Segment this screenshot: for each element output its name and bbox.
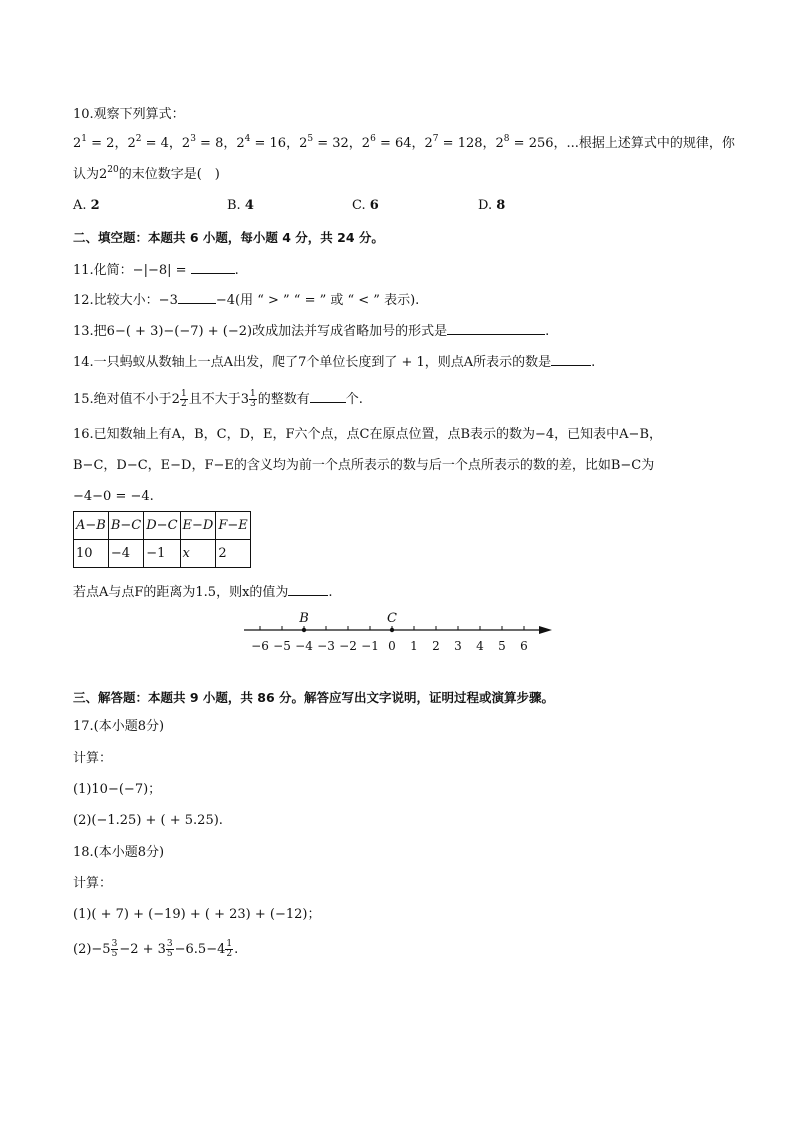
point-dot <box>302 628 306 632</box>
q10-q-a: 认为2 <box>73 167 108 182</box>
q10-q-exp: 20 <box>107 165 119 175</box>
power-term <box>182 136 236 151</box>
power-base: 2 <box>361 136 371 151</box>
q16-line-3: −4−0 = −4. <box>73 489 154 504</box>
q16-line-2: B−C，D−C，E−D，F−E的含义均为前一个点所表示的数与后一个点所表示的数的差，比如B−C为 <box>73 458 655 473</box>
power-exponent: 1 <box>81 134 88 144</box>
table-header: D−C <box>144 512 180 540</box>
q16-end: . <box>328 585 333 600</box>
q17-part-1: (1)10−(−7)； <box>73 782 162 797</box>
denominator: 5 <box>166 949 173 959</box>
power-exponent: 2 <box>135 134 142 144</box>
power-base: 2 <box>495 136 504 151</box>
q17-title: 17.(本小题8分) <box>73 719 165 734</box>
q14 <box>73 353 595 372</box>
q12-a: 12.比较大小：−3 <box>73 293 178 308</box>
q13-text: 13.把6−( + 3)−(−7) + (−2)改成加法并写成省略加号的形式是 <box>73 324 448 339</box>
q16-blank <box>288 583 328 596</box>
q10-powers <box>73 135 735 153</box>
q15-c: 的整数有 <box>257 392 310 407</box>
q16-question-text: 若点A与点F的距离为1.5，则x的值为 <box>73 585 289 600</box>
q10-question <box>73 166 220 184</box>
option-label: D. <box>478 198 497 213</box>
tick-label: 5 <box>498 639 506 653</box>
denominator: 5 <box>111 949 118 959</box>
power-term <box>299 136 362 151</box>
q15-b: 且不大于3 <box>188 392 249 407</box>
section-2-heading: 二、填空题：本题共 6 小题，每小题 4 分，共 24 分。 <box>73 230 384 245</box>
q11-text: 11.化简：−|−8| = <box>73 263 187 278</box>
q18-p2-d: . <box>234 942 239 957</box>
denominator: 2 <box>180 399 187 409</box>
power-term <box>127 136 181 151</box>
tick-label: −3 <box>317 639 335 653</box>
q18-part-2 <box>73 940 238 959</box>
table-cell: 2 <box>216 540 250 568</box>
q15-blank <box>310 390 346 403</box>
q10-tail: ...根据上述算式中的规律，你 <box>566 136 735 151</box>
q18-instruction: 计算： <box>73 876 113 891</box>
tick-label: 3 <box>454 639 462 653</box>
q12-b: −4(用 “ > ” “ = ” 或 “ < ” 表示). <box>215 293 420 308</box>
table-value-row <box>74 540 251 568</box>
point-dot <box>390 628 394 632</box>
option-label: C. <box>352 198 370 213</box>
table-cell: −4 <box>108 540 143 568</box>
numerator: 3 <box>111 939 118 949</box>
q13 <box>73 322 549 341</box>
q10-option-b <box>227 198 254 213</box>
numerator: 1 <box>226 939 233 949</box>
power-exponent: 6 <box>370 134 376 144</box>
q14-text: 14.一只蚂蚁从数轴上一点A出发，爬了7个单位长度到了 + 1，则点A所表示的数是 <box>73 355 552 370</box>
tick-label: −2 <box>339 639 357 653</box>
tick-label: 1 <box>410 639 418 653</box>
q15 <box>73 390 363 409</box>
numerator: 3 <box>166 939 173 949</box>
denominator: 3 <box>249 399 256 409</box>
power-base: 2 <box>299 136 308 151</box>
power-result: = 256， <box>509 136 567 151</box>
q10-option-a <box>73 198 100 213</box>
q14-blank <box>551 353 591 366</box>
fraction <box>180 390 188 409</box>
option-value: 6 <box>369 198 379 213</box>
option-value: 4 <box>244 198 254 213</box>
option-label: B. <box>227 198 245 213</box>
tick-label: 0 <box>388 639 396 653</box>
table-cell: −1 <box>144 540 180 568</box>
table-cell: 10 <box>74 540 109 568</box>
table-header: B−C <box>108 512 143 540</box>
power-exponent: 3 <box>190 134 196 144</box>
power-base: 2 <box>236 136 245 151</box>
option-value: 2 <box>90 198 100 213</box>
fraction <box>249 390 257 409</box>
power-exponent: 7 <box>432 134 439 144</box>
q18-title: 18.(本小题8分) <box>73 845 165 860</box>
tick-label: 4 <box>476 639 484 653</box>
numerator: 1 <box>180 389 187 399</box>
table-header: F−E <box>216 512 250 540</box>
power-base: 2 <box>181 136 191 151</box>
tick-label: 6 <box>520 639 528 653</box>
power-exponent: 8 <box>503 134 510 144</box>
q12-blank <box>178 291 216 304</box>
power-result: = 2， <box>87 136 128 151</box>
table-header-row <box>74 512 251 540</box>
point-label: C <box>387 611 397 626</box>
tick-label: −5 <box>273 639 291 653</box>
axis-arrow-icon <box>539 626 552 634</box>
power-result: = 64， <box>375 136 425 151</box>
q11 <box>73 261 239 280</box>
q17-instruction: 计算： <box>73 751 113 766</box>
denominator: 2 <box>226 949 233 959</box>
numerator: 1 <box>249 389 256 399</box>
q10-option-d <box>478 198 505 213</box>
fraction <box>166 940 174 959</box>
q15-a: 15.绝对值不小于2 <box>73 392 180 407</box>
option-value: 8 <box>496 198 506 213</box>
power-term <box>496 136 567 151</box>
tick-label: −4 <box>295 639 313 653</box>
tick-label: −1 <box>361 639 379 653</box>
q13-end: . <box>545 324 550 339</box>
q12 <box>73 291 419 310</box>
fraction <box>111 940 119 959</box>
power-result: = 4， <box>141 136 182 151</box>
number-line <box>236 605 558 657</box>
power-result: = 8， <box>195 136 237 151</box>
table-header: A−B <box>74 512 109 540</box>
q16-question <box>73 583 333 602</box>
power-base: 2 <box>127 136 136 151</box>
q10-intro: 10.观察下列算式： <box>73 107 185 122</box>
q18-p2-c: −6.5−4 <box>174 942 226 957</box>
q10-option-c <box>352 198 379 213</box>
power-exponent: 5 <box>307 134 314 144</box>
section-3-heading: 三、解答题：本题共 9 小题，共 86 分。解答应写出文字说明，证明过程或演算步骤。 <box>73 690 555 705</box>
power-term <box>73 136 127 151</box>
power-result: = 32， <box>313 136 362 151</box>
power-exponent: 4 <box>244 134 251 144</box>
q18-part-1: (1)( + 7) + (−19) + ( + 23) + (−12)； <box>73 907 321 922</box>
q11-end: . <box>234 263 239 278</box>
power-result: = 128， <box>438 136 496 151</box>
power-base: 2 <box>73 136 82 151</box>
difference-table <box>73 511 251 568</box>
fraction <box>225 940 233 959</box>
table-cell: x <box>180 540 216 568</box>
q18-p2-b: −2 + 3 <box>119 942 166 957</box>
q16-line-1: 16.已知数轴上有A，B，C，D，E，F六个点，点C在原点位置，点B表示的数为−4，已知表中A−B， <box>73 427 662 442</box>
table-header: E−D <box>180 512 216 540</box>
q17-part-2: (2)(−1.25) + ( + 5.25). <box>73 813 223 828</box>
q13-blank <box>447 322 545 335</box>
q15-end: 个. <box>345 392 363 407</box>
power-term <box>425 136 496 151</box>
tick-label: −6 <box>251 639 269 653</box>
power-base: 2 <box>424 136 433 151</box>
q10-q-b: 的末位数字是( ) <box>118 167 220 182</box>
point-label: B <box>299 611 309 626</box>
tick-label: 2 <box>432 639 440 653</box>
power-term <box>362 136 425 151</box>
q18-p2-a: (2)−5 <box>73 942 111 957</box>
option-label: A. <box>73 198 91 213</box>
power-result: = 16， <box>250 136 300 151</box>
q14-end: . <box>591 355 596 370</box>
q11-blank <box>191 261 235 274</box>
power-term <box>236 136 299 151</box>
